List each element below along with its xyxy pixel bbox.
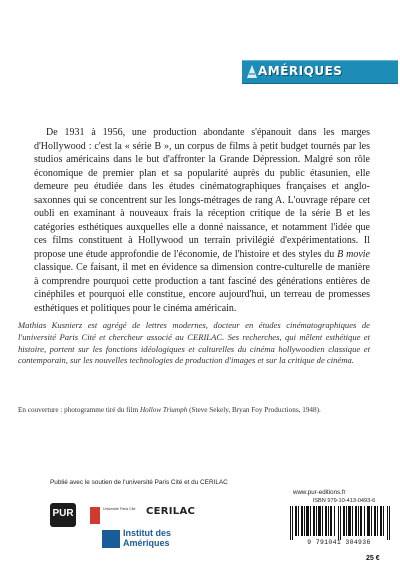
blurb-b-movie: B movie <box>337 248 370 260</box>
cover-credit <box>18 405 370 415</box>
pur-logo <box>50 503 76 527</box>
author-bio: Mathias Kusnierz est agrégé de lettres modernes, docteur en études cinématographiques de l'université Paris Cité et chercheur associé au CERILAC. Ses recherches, qui mêlent esthétique et histoire, portent sur les fonctions idéologiques et culturelles du cinéma hollywoodien classique et contemporain, sur les nouvelles technologies de production d'images et sur la critique de cinéma. <box>18 320 370 366</box>
support-text: Publié avec le soutien de l'université Paris Cité et du CERILAC <box>50 479 228 486</box>
back-cover <box>10 0 398 584</box>
pur-logo-text: PUR <box>52 508 74 519</box>
cover-credit-suffix: (Steve Sekely, Bryan Foy Productions, 1948). <box>187 406 321 414</box>
cover-credit-prefix: En couverture : photogramme tiré du film <box>18 406 140 414</box>
blurb-text-part2: classique. Ce faisant, il met en évidence sa dimension contre-culturelle de manière à comprendre pourquoi cette production a tant fasciné des générations entières de cinéphiles et pourquoi elle constitue, encore aujourd'hui, un terreau de promesses esthétiques et politiques pour le cinéma américain. <box>34 262 370 314</box>
barcode-block <box>283 498 395 568</box>
blurb-text-part1: De 1931 à 1956, une production abondante s'épanouit dans les marges d'Hollywood : c'est la « série B », un corpus de films à petit budget tournés par les studios américains dans le but d'affronter la Grande Dépression. Malgré son rôle économique de premier plan et sa popularité auprès du public étasunien, elle demeure peu étudiée dans les études cinématographiques françaises et anglo-saxonnes qui se concentrent sur les longs-métrages de rang A. L'ouvrage répare cet oubli en examinant à nouveaux frais la réception critique de la série B et les catégories esthétiques auxquelles elle a donné naissance, et notamment l'idée que ces films constituent à Hollywood un terrain privilégié d'expérimentations. Il propose une étude approfondie de l'économie, de l'histoire et des styles du <box>34 127 370 260</box>
price: 25 € <box>366 555 380 562</box>
universite-logo-mark <box>90 507 100 524</box>
universite-logo-text: Université Paris Cité <box>103 507 136 511</box>
series-banner <box>242 60 398 84</box>
barcode-image <box>288 506 392 540</box>
institut-des-ameriques-logo <box>102 528 178 550</box>
partner-logos <box>50 498 250 568</box>
series-name: AMÉRIQUES <box>258 64 343 78</box>
publisher-url[interactable]: www.pur-editions.fr <box>293 489 346 496</box>
cover-credit-film: Hollow Triumph <box>139 406 188 414</box>
institut-logo-mark <box>102 530 120 548</box>
book-blurb <box>34 126 370 315</box>
institut-logo-line1: Institut des <box>123 528 172 538</box>
institut-logo-line2: Amériques <box>123 538 170 548</box>
universite-paris-cite-logo <box>90 506 140 526</box>
series-globe-icon <box>246 64 258 79</box>
cerilac-logo: CERILAC <box>146 506 196 517</box>
isbn: ISBN 979-10-413-0493-6 <box>312 498 376 504</box>
barcode-digits: 9 791041 304936 <box>307 539 371 546</box>
